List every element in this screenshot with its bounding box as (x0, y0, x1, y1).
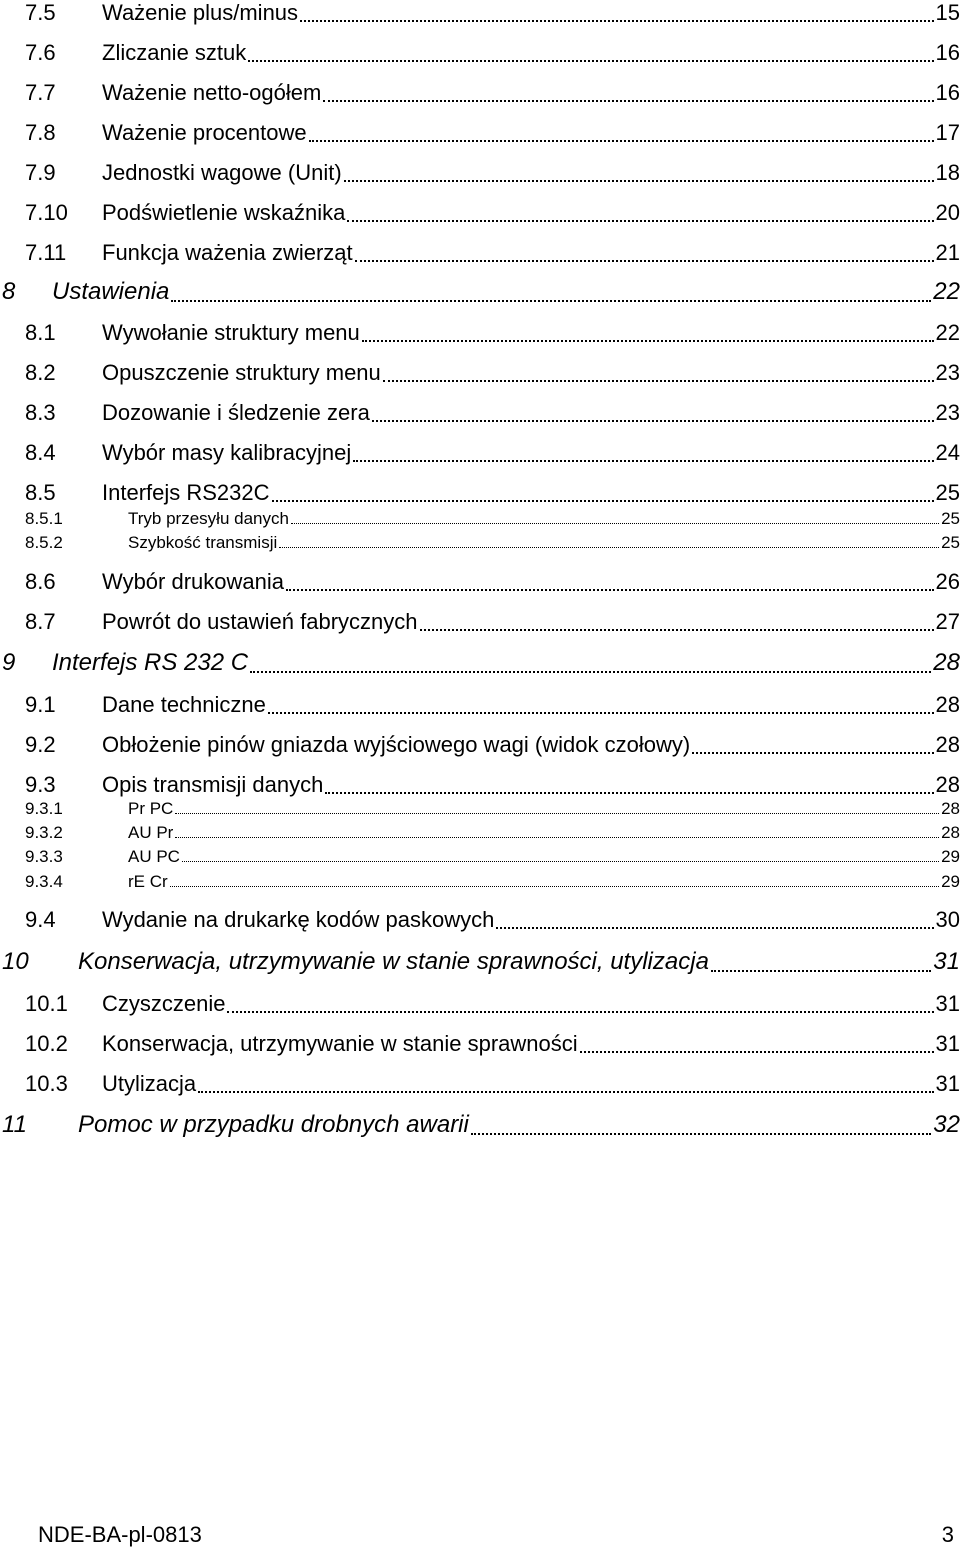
toc-entry[interactable] (0, 120, 960, 146)
toc-dot-leader (171, 300, 931, 302)
toc-entry-page: 28 (935, 692, 960, 717)
toc-entry-title: Jednostki wagowe (Unit) (102, 160, 342, 185)
toc-dot-leader (291, 523, 939, 524)
toc-entry-page: 27 (935, 609, 960, 634)
toc-entry-page: 32 (933, 1111, 960, 1138)
toc-entry-number: 8.5.1 (25, 509, 63, 528)
toc-entry[interactable] (0, 799, 960, 819)
toc-dot-leader (248, 60, 934, 62)
toc-dot-leader (300, 20, 934, 22)
toc-entry[interactable] (0, 1031, 960, 1057)
toc-entry[interactable] (0, 823, 960, 843)
toc-entry[interactable] (0, 360, 960, 386)
toc-entry[interactable] (0, 649, 960, 677)
toc-entry-title: Pr PC (128, 799, 174, 818)
toc-entry-title: Konserwacja, utrzymywanie w stanie sprawności (102, 1031, 578, 1056)
toc-entry-title: Opis transmisji danych (102, 772, 324, 797)
toc-entry-page: 22 (933, 278, 960, 305)
toc-entry-number: 8.1 (25, 320, 56, 345)
toc-dot-leader (362, 340, 934, 342)
toc-entry[interactable] (0, 1111, 960, 1139)
toc-entry-title: Obłożenie pinów gniazda wyjściowego wagi (widok czołowy) (102, 732, 691, 757)
toc-entry-title: Ważenie plus/minus (102, 0, 299, 25)
toc-entry-title: Wybór drukowania (102, 569, 284, 594)
toc-entry-page: 24 (935, 440, 960, 465)
toc-entry[interactable] (0, 200, 960, 226)
toc-entry-title: Dozowanie i śledzenie zera (102, 400, 370, 425)
toc-entry-title: rE Cr (128, 872, 168, 891)
toc-entry-title: Czyszczenie (102, 991, 226, 1016)
toc-dot-leader (471, 1133, 931, 1135)
toc-entry-title: Opuszczenie struktury menu (102, 360, 381, 385)
toc-entry-page: 28 (933, 649, 960, 676)
toc-entry-title: Interfejs RS 232 C (52, 649, 249, 676)
toc-entry[interactable] (0, 480, 960, 506)
toc-dot-leader (227, 1011, 934, 1013)
toc-entry[interactable] (0, 509, 960, 529)
toc-entry-number: 9.3.3 (25, 847, 63, 866)
toc-dot-leader (272, 500, 934, 502)
toc-entry-title: Szybkość transmisji (128, 533, 278, 552)
toc-dot-leader (198, 1091, 934, 1093)
toc-entry-page: 21 (935, 240, 960, 265)
toc-entry-title: Wywołanie struktury menu (102, 320, 360, 345)
toc-entry-page: 23 (935, 400, 960, 425)
toc-dot-leader (175, 813, 939, 814)
toc-entry-number: 8 (2, 278, 16, 305)
toc-entry-number: 10.2 (25, 1031, 68, 1056)
toc-entry-page: 28 (941, 799, 960, 818)
toc-dot-leader (496, 927, 934, 929)
toc-entry[interactable] (0, 609, 960, 635)
toc-entry-number: 8.3 (25, 400, 56, 425)
toc-dot-leader (372, 420, 934, 422)
toc-entry-number: 7.9 (25, 160, 56, 185)
toc-entry-title: Konserwacja, utrzymywanie w stanie sprawności, utylizacja (78, 948, 709, 975)
toc-entry[interactable] (0, 440, 960, 466)
toc-entry-page: 25 (935, 480, 960, 505)
toc-entry-title: Wydanie na drukarkę kodów paskowych (102, 907, 495, 932)
toc-entry-page: 16 (935, 40, 960, 65)
toc-entry-page: 29 (941, 847, 960, 866)
toc-entry[interactable] (0, 278, 960, 306)
toc-entry-number: 10 (2, 948, 29, 975)
toc-entry[interactable] (0, 948, 960, 976)
toc-entry[interactable] (0, 160, 960, 186)
toc-entry-number: 9.3.2 (25, 823, 63, 842)
toc-entry-number: 9.3.1 (25, 799, 63, 818)
toc-entry-title: Ustawienia (52, 278, 170, 305)
toc-dot-leader (175, 837, 939, 838)
toc-entry-page: 26 (935, 569, 960, 594)
toc-entry-title: Wybór masy kalibracyjnej (102, 440, 352, 465)
toc-entry-number: 8.6 (25, 569, 56, 594)
toc-entry-page: 31 (935, 991, 960, 1016)
toc-entry-page: 25 (941, 509, 960, 528)
toc-entry-title: Utylizacja (102, 1071, 197, 1096)
toc-entry-number: 7.5 (25, 0, 56, 25)
toc-entry-page: 30 (935, 907, 960, 932)
toc-entry-number: 9.1 (25, 692, 56, 717)
toc-entry-title: Zliczanie sztuk (102, 40, 247, 65)
toc-entry[interactable] (0, 732, 960, 758)
toc-entry-page: 31 (935, 1031, 960, 1056)
toc-entry-number: 7.11 (25, 240, 67, 265)
toc-entry[interactable] (0, 772, 960, 798)
toc-dot-leader (580, 1051, 934, 1053)
toc-dot-leader (170, 886, 939, 887)
toc-entry-page: 23 (935, 360, 960, 385)
toc-dot-leader (355, 260, 934, 262)
toc-dot-leader (383, 380, 934, 382)
toc-dot-leader (182, 861, 939, 862)
toc-entry-number: 9.4 (25, 907, 56, 932)
toc-entry-page: 16 (935, 80, 960, 105)
toc-dot-leader (344, 180, 934, 182)
toc-entry[interactable] (0, 991, 960, 1017)
toc-entry-title: Podświetlenie wskaźnika (102, 200, 346, 225)
toc-dot-leader (347, 220, 934, 222)
toc-entry[interactable] (0, 692, 960, 718)
document-id: NDE-BA-pl-0813 (38, 1522, 202, 1547)
toc-dot-leader (692, 752, 934, 754)
toc-entry-title: Dane techniczne (102, 692, 266, 717)
toc-entry-number: 7.7 (25, 80, 56, 105)
toc-entry-page: 29 (941, 872, 960, 891)
toc-entry-title: Tryb przesyłu danych (128, 509, 289, 528)
toc-entry[interactable] (0, 0, 960, 26)
toc-dot-leader (279, 547, 939, 548)
toc-entry-page: 28 (935, 732, 960, 757)
toc-entry[interactable] (0, 240, 960, 266)
toc-entry-title: AU PC (128, 847, 180, 866)
toc-entry-page: 28 (935, 772, 960, 797)
toc-entry-number: 8.7 (25, 609, 56, 634)
toc-entry-title: Interfejs RS232C (102, 480, 270, 505)
toc-entry[interactable] (0, 40, 960, 66)
toc-entry-number: 7.8 (25, 120, 56, 145)
toc-dot-leader (353, 460, 934, 462)
toc-dot-leader (711, 970, 931, 972)
toc-entry[interactable] (0, 872, 960, 892)
toc-entry-number: 8.5 (25, 480, 56, 505)
toc-entry-page: 31 (935, 1071, 960, 1096)
toc-entry-number: 10.1 (25, 991, 68, 1016)
page-number: 3 (941, 1522, 954, 1547)
toc-entry-number: 9 (2, 649, 16, 676)
toc-entry-page: 31 (933, 948, 960, 975)
toc-entry-title: Ważenie netto-ogółem (102, 80, 322, 105)
toc-entry[interactable] (0, 847, 960, 867)
toc-entry-page: 18 (935, 160, 960, 185)
toc-entry-page: 28 (941, 823, 960, 842)
toc-entry[interactable] (0, 907, 960, 933)
toc-entry-title: Pomoc w przypadku drobnych awarii (78, 1111, 469, 1138)
toc-entry-number: 8.5.2 (25, 533, 63, 552)
toc-dot-leader (250, 671, 931, 673)
toc-entry-number: 9.2 (25, 732, 56, 757)
toc-entry-number: 7.6 (25, 40, 56, 65)
toc-dot-leader (325, 792, 934, 794)
toc-entry[interactable] (0, 533, 960, 553)
toc-entry-title: AU Pr (128, 823, 174, 842)
toc-entry[interactable] (0, 400, 960, 426)
toc-dot-leader (323, 100, 934, 102)
toc-entry-page: 25 (941, 533, 960, 552)
toc-entry-number: 8.4 (25, 440, 56, 465)
toc-entry-page: 20 (935, 200, 960, 225)
toc-entry-number: 7.10 (25, 200, 68, 225)
toc-dot-leader (286, 589, 934, 591)
toc-entry-number: 10.3 (25, 1071, 68, 1096)
toc-entry-number: 9.3.4 (25, 872, 63, 891)
toc-entry[interactable] (0, 1071, 960, 1097)
toc-entry-page: 17 (935, 120, 960, 145)
toc-entry[interactable] (0, 80, 960, 106)
toc-dot-leader (420, 629, 934, 631)
toc-dot-leader (268, 712, 934, 714)
toc-entry-number: 9.3 (25, 772, 56, 797)
toc-dot-leader (309, 140, 934, 142)
toc-entry-page: 22 (935, 320, 960, 345)
page-footer (0, 1522, 960, 1552)
toc-entry-title: Powrót do ustawień fabrycznych (102, 609, 418, 634)
toc-entry-title: Funkcja ważenia zwierząt (102, 240, 353, 265)
toc-entry-title: Ważenie procentowe (102, 120, 307, 145)
toc-entry[interactable] (0, 569, 960, 595)
toc-entry-number: 11 (2, 1111, 27, 1138)
toc-entry[interactable] (0, 320, 960, 346)
toc-entry-page: 15 (935, 0, 960, 25)
toc-entry-number: 8.2 (25, 360, 56, 385)
